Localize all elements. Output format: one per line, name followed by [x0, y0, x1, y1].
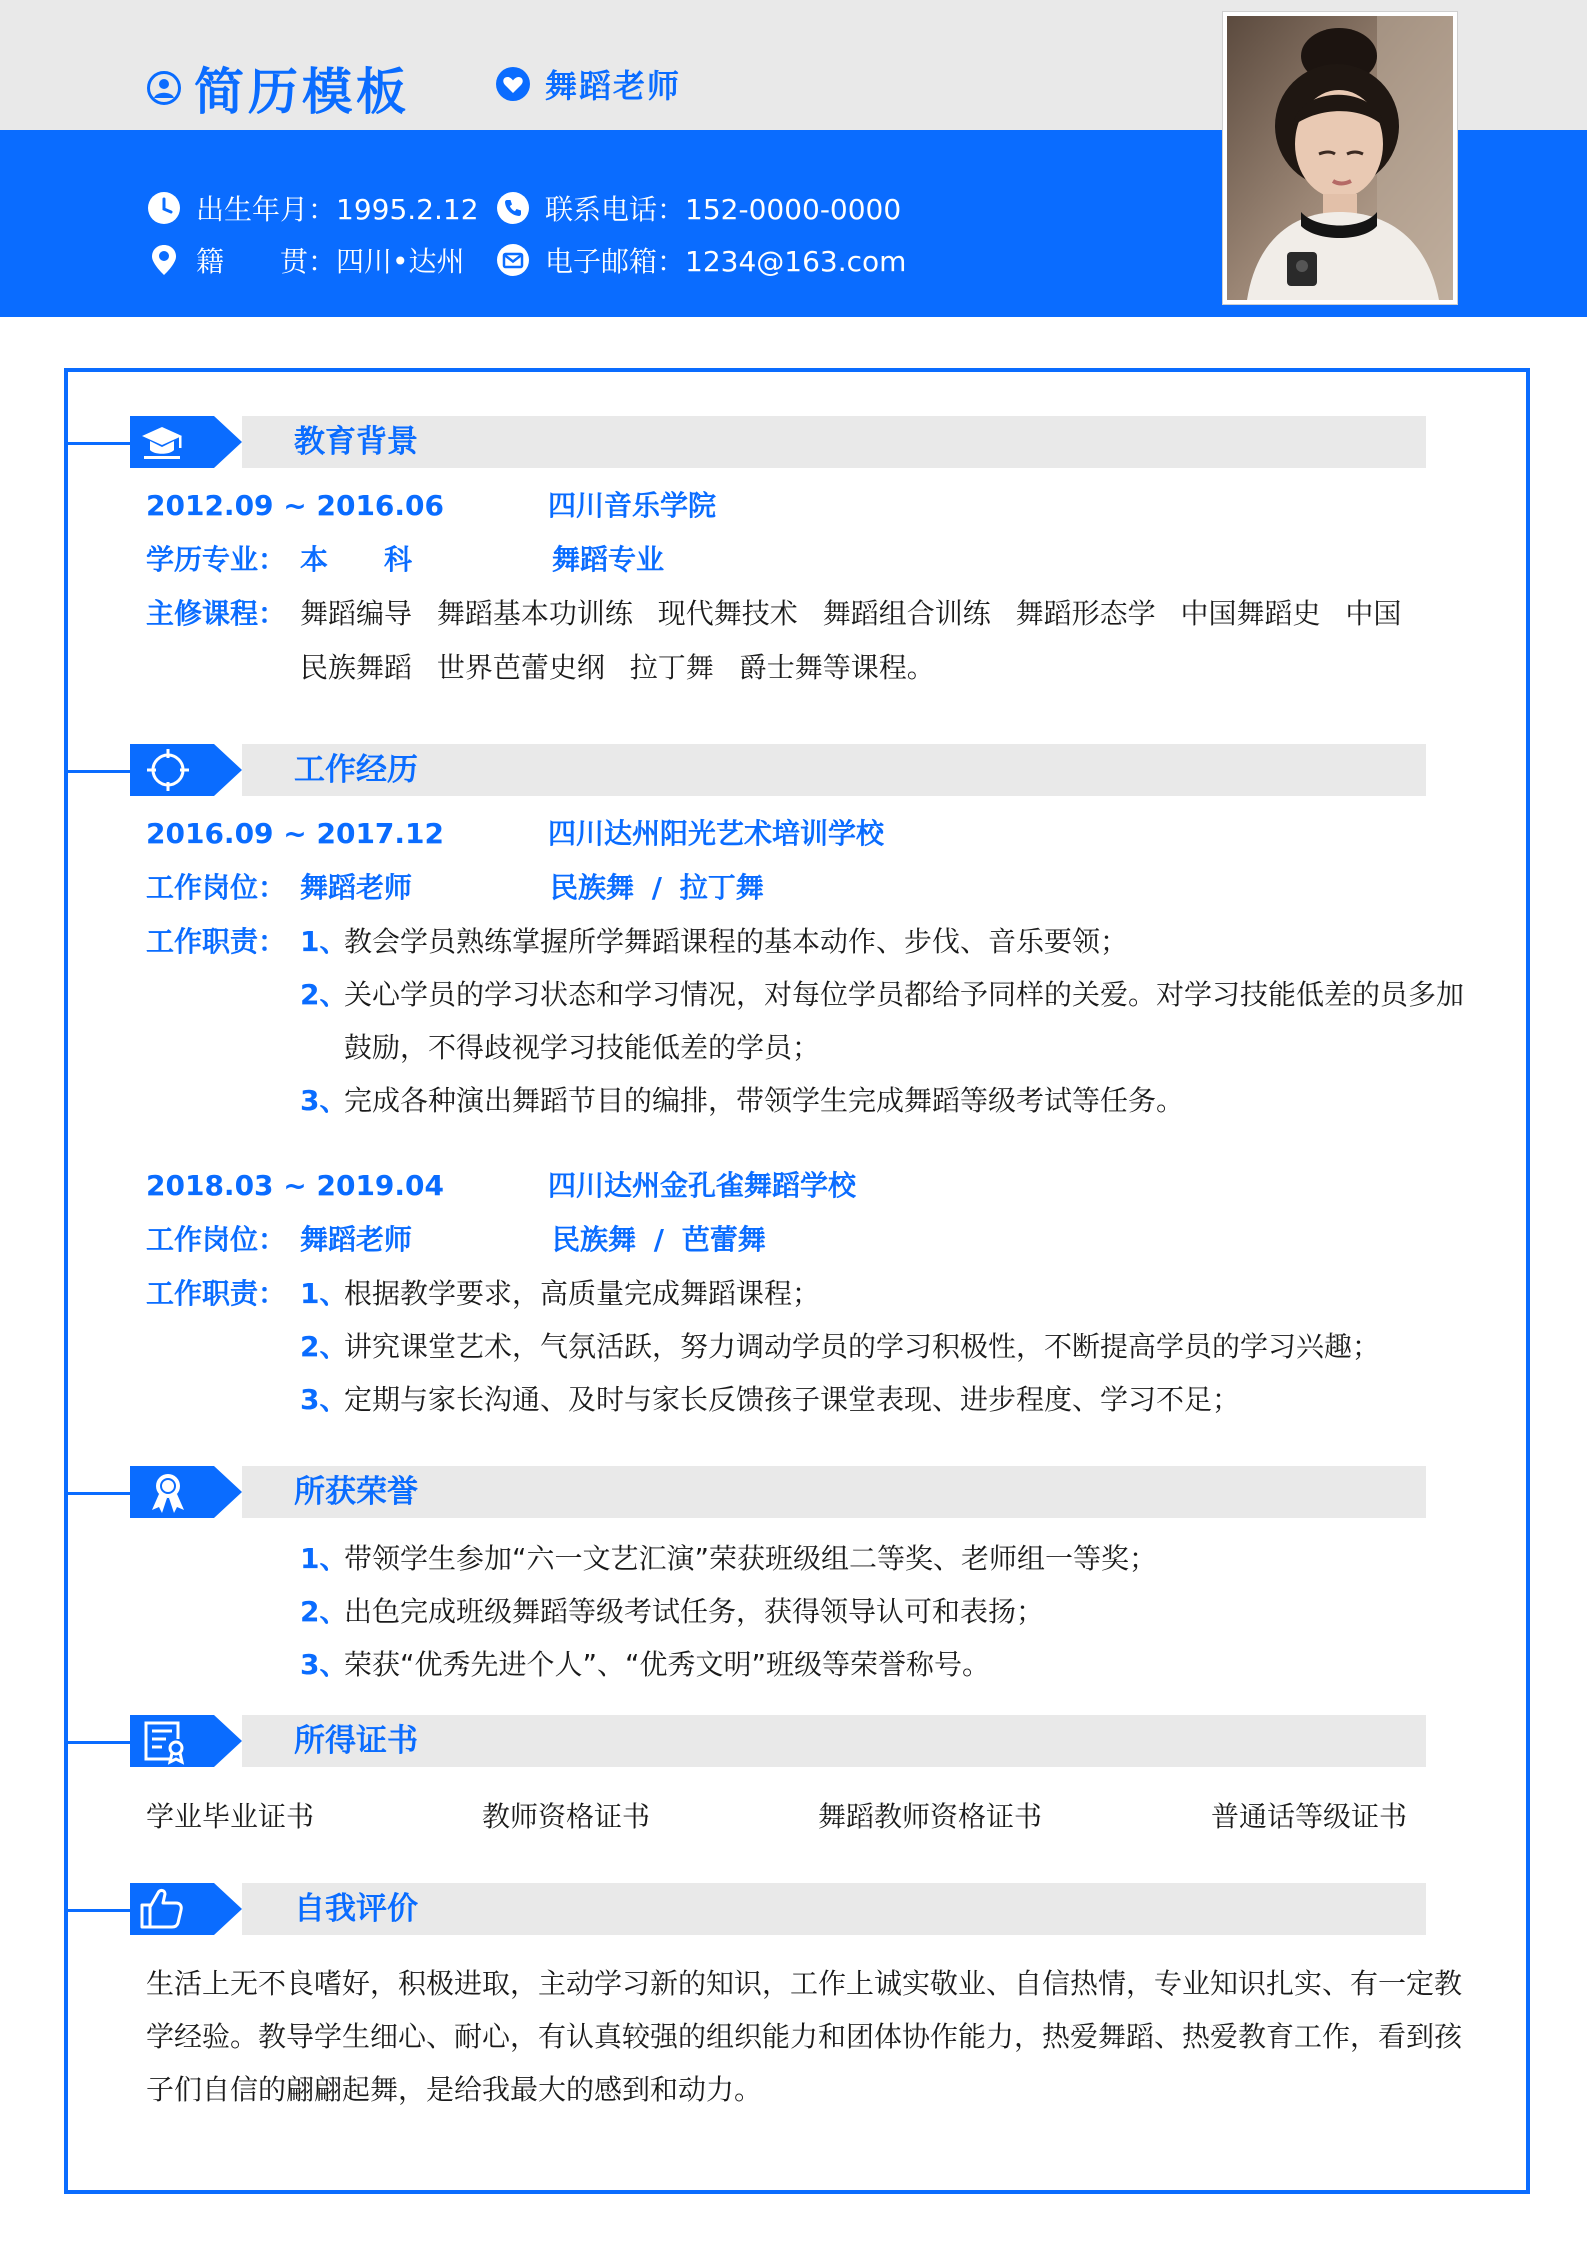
duty-text: 教会学员熟练掌握所学舞蹈课程的基本动作、步伐、音乐要领；: [344, 925, 1129, 958]
self-eval-connector: [66, 1909, 136, 1912]
job-1-type: 民族舞 / 拉丁舞: [550, 871, 764, 904]
certificates-title: 所得证书: [294, 1723, 418, 1759]
job-1-duty-2: [300, 968, 1474, 1074]
portrait-image: [1227, 16, 1453, 300]
job-2-position-label: 工作岗位：: [146, 1223, 287, 1256]
phone-label: 联系电话：: [545, 193, 686, 226]
courses-line-2: 民族舞蹈 世界芭蕾史纲 拉丁舞 爵士舞等课程。: [300, 651, 935, 684]
honor-number: 2、: [300, 1595, 348, 1628]
honor-text: 出色完成班级舞蹈等级考试任务，获得领导认可和表扬；: [344, 1595, 1045, 1628]
phone-info: [495, 188, 901, 228]
degree-value: 本 科: [300, 543, 413, 576]
education-period: 2012.09 ~ 2016.06: [146, 489, 445, 522]
job-1-duty-3: [300, 1074, 1494, 1127]
duty-text: 定期与家长沟通、及时与家长反馈孩子课堂表现、进步程度、学习不足；: [344, 1383, 1241, 1416]
certificate-4: 普通话等级证书: [1211, 1800, 1408, 1833]
job-1-position-label: 工作岗位：: [146, 871, 287, 904]
honor-text: 带领学生参加“六一文艺汇演”荣获班级组二等奖、老师组一等奖；: [344, 1542, 1158, 1575]
job-1-duty-1: [300, 915, 1494, 968]
honors-bar: [242, 1466, 1426, 1518]
self-eval-tab: [130, 1883, 242, 1935]
education-tab: [130, 416, 242, 468]
duty-number: 2、: [300, 978, 348, 1011]
job-1-position: 舞蹈老师: [300, 871, 413, 904]
honor-2: [300, 1585, 1494, 1638]
duty-number: 3、: [300, 1383, 348, 1416]
self-eval-bar: [242, 1883, 1426, 1935]
duty-text: 讲究课堂艺术，气氛活跃，努力调动学员的学习积极性，不断提高学员的学习兴趣；: [344, 1330, 1381, 1363]
work-title: 工作经历: [294, 752, 418, 788]
job-1-period: 2016.09 ~ 2017.12: [146, 817, 445, 850]
job-1-duties-label: 工作职责：: [146, 925, 287, 958]
self-eval-text: 生活上无不良嗜好，积极进取，主动学习新的知识，工作上诚实敬业、自信热情，专业知识扎实、有一定教学经验。教导学生细心、耐心，有认真较强的组织能力和团体协作能力，热爱舞蹈、热爱教育工作，看到孩子们自信的翩翩起舞，是给我最大的感到和动力。: [146, 1967, 1463, 2106]
major-value: 舞蹈专业: [552, 543, 665, 576]
courses-label: 主修课程：: [146, 597, 287, 630]
heart-icon: [495, 66, 531, 102]
certificates-tab: [130, 1715, 242, 1767]
birth-info: [146, 188, 479, 228]
certificates-bar: [242, 1715, 1426, 1767]
degree-label: 学历专业：: [146, 543, 287, 576]
certificate-1: 学业毕业证书: [146, 1800, 315, 1833]
native-value: 四川•达州: [336, 245, 465, 278]
phone-value: 152-0000-0000: [685, 193, 902, 226]
work-tab: [130, 744, 242, 796]
duty-text: 关心学员的学习状态和学习情况，对每位学员都给予同样的关爱。对学习技能低差的员多加鼓励，不得歧视学习技能低差的学员；: [344, 978, 1465, 1064]
honor-1: [300, 1532, 1494, 1585]
honor-text: 荣获“优秀先进个人”、“优秀文明”班级等荣誉称号。: [344, 1648, 991, 1681]
honor-number: 3、: [300, 1648, 348, 1681]
education-bar: [242, 416, 1426, 468]
birth-value: 1995.2.12: [336, 193, 479, 226]
job-2-company: 四川达州金孔雀舞蹈学校: [548, 1169, 857, 1202]
clock-icon: [146, 190, 182, 226]
self-eval-title: 自我评价: [294, 1891, 418, 1927]
duty-number: 2、: [300, 1330, 348, 1363]
courses-line-1: 舞蹈编导 舞蹈基本功训练 现代舞技术 舞蹈组合训练 舞蹈形态学 中国舞蹈史 中国: [300, 597, 1402, 630]
honors-connector: [66, 1492, 136, 1495]
job-2-type: 民族舞 / 芭蕾舞: [552, 1223, 766, 1256]
user-circle-icon: [146, 70, 182, 106]
education-connector: [66, 442, 136, 445]
duty-number: 1、: [300, 925, 348, 958]
native-info: [146, 240, 465, 280]
birth-label: 出生年月：: [196, 193, 337, 226]
work-bar: [242, 744, 1426, 796]
email-value: 1234@163.com: [685, 245, 907, 278]
honor-number: 1、: [300, 1542, 348, 1575]
resume-title-row: [146, 52, 410, 124]
duty-text: 完成各种演出舞蹈节目的编排，带领学生完成舞蹈等级考试等任务。: [344, 1084, 1185, 1117]
mail-icon: [495, 242, 531, 278]
education-title: 教育背景: [294, 424, 418, 460]
duty-number: 1、: [300, 1277, 348, 1310]
duty-number: 3、: [300, 1084, 348, 1117]
honors-title: 所获荣誉: [294, 1474, 418, 1510]
job-title-row: [495, 61, 681, 107]
email-info: [495, 240, 906, 280]
honor-3: [300, 1638, 1494, 1691]
location-pin-icon: [146, 242, 182, 278]
native-label: 籍 贯：: [196, 245, 337, 278]
job-title: 舞蹈老师: [545, 67, 682, 105]
job-2-position: 舞蹈老师: [300, 1223, 413, 1256]
work-connector: [66, 770, 136, 773]
phone-icon: [495, 190, 531, 226]
certificate-3: 舞蹈教师资格证书: [818, 1800, 1043, 1833]
resume-title: 简历模板: [194, 63, 410, 121]
job-2-period: 2018.03 ~ 2019.04: [146, 1169, 445, 1202]
job-1-company: 四川达州阳光艺术培训学校: [548, 817, 885, 850]
certificates-connector: [66, 1741, 136, 1744]
email-label: 电子邮箱：: [545, 245, 686, 278]
job-2-duty-3: [300, 1373, 1494, 1426]
profile-photo: [1223, 12, 1457, 304]
job-2-duties-label: 工作职责：: [146, 1277, 287, 1310]
certificate-2: 教师资格证书: [482, 1800, 651, 1833]
duty-text: 根据教学要求，高质量完成舞蹈课程；: [344, 1277, 821, 1310]
job-2-duty-1: [300, 1267, 1494, 1320]
education-school: 四川音乐学院: [548, 489, 717, 522]
honors-tab: [130, 1466, 242, 1518]
job-2-duty-2: [300, 1320, 1494, 1373]
